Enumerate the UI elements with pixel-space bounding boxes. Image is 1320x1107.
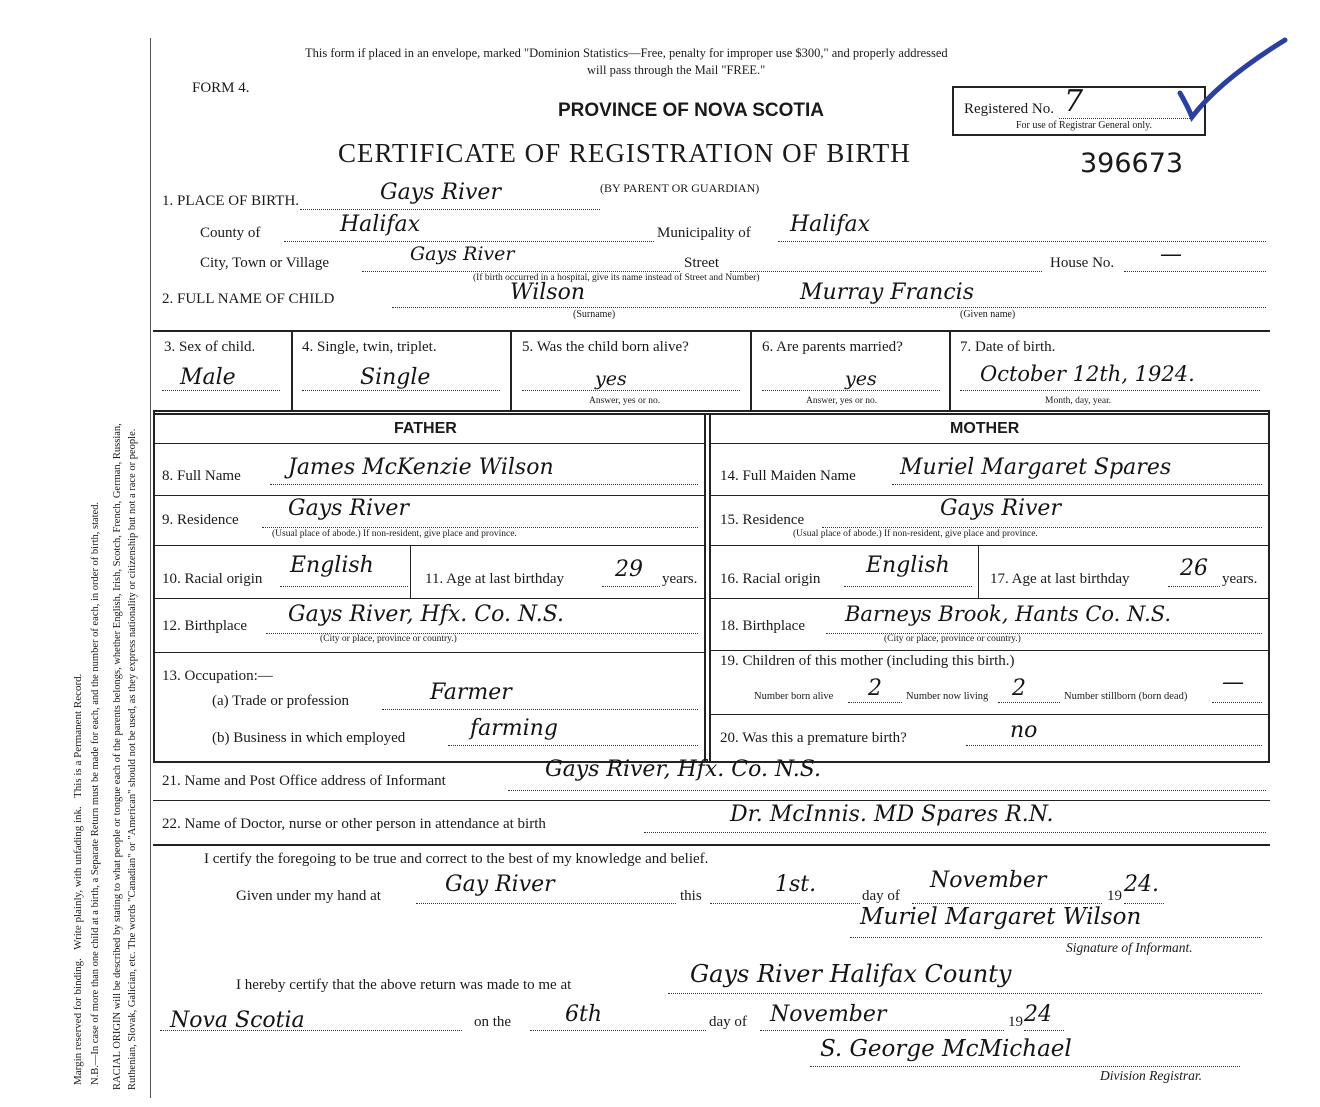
born-alive-count-label: Number born alive — [754, 691, 834, 702]
hospital-note: (If birth occurred in a hospital, give its name instead of Street and Number) — [473, 273, 760, 283]
premature-value: no — [1010, 718, 1038, 743]
given-name-note: (Given name) — [960, 309, 1016, 320]
registrar-year-prefix: 19 — [1008, 1014, 1023, 1030]
county-value: Halifax — [340, 212, 421, 237]
sex-label: 3. Sex of child. — [164, 339, 256, 355]
father-birthplace-value: Gays River, Hfx. Co. N.S. — [288, 602, 565, 627]
municipality-label: Municipality of — [657, 225, 751, 241]
father-years-label: years. — [662, 571, 698, 587]
mother-race-label: 16. Racial origin — [720, 571, 821, 587]
registrar-statement: I hereby certify that the above return was made to me at — [236, 977, 572, 993]
given-under-label: Given under my hand at — [236, 888, 381, 904]
registrar-place: Gays River Halifax County — [690, 960, 1012, 988]
mail-notice: This form if placed in an envelope, marked "Dominion Statistics—Free, penalty for improper use $300," and properly addressed — [305, 46, 948, 60]
father-age-label: 11. Age at last birthday — [425, 571, 564, 587]
premature-label: 20. Was this a premature birth? — [720, 730, 907, 746]
registered-label: Registered No. — [964, 101, 1054, 117]
mother-heading: MOTHER — [950, 420, 1020, 437]
born-alive-label: 5. Was the child born alive? — [522, 339, 689, 355]
registrar-year: 24 — [1024, 1002, 1052, 1027]
mother-race-value: English — [866, 553, 950, 578]
father-heading: FATHER — [394, 420, 457, 437]
business-value: farming — [470, 716, 558, 741]
informant-label: 21. Name and Post Office address of Informant — [162, 773, 446, 789]
doctor-value: Dr. McInnis. MD Spares R.N. — [730, 802, 1054, 827]
sex-value: Male — [180, 365, 236, 390]
certify-year: 24. — [1124, 872, 1159, 897]
house-no-label: House No. — [1050, 255, 1115, 271]
city-label: City, Town or Village — [200, 255, 330, 271]
child-given-name: Murray Francis — [800, 280, 974, 305]
trade-label: (a) Trade or profession — [212, 693, 350, 709]
house-no-value: — — [1160, 242, 1182, 267]
dob-label: 7. Date of birth. — [960, 339, 1056, 355]
margin-binding-note: Margin reserved for binding. Write plainly, with unfading ink. This is a Permanent Record. — [72, 673, 84, 1085]
parents-married-label: 6. Are parents married? — [762, 339, 903, 355]
mother-birthplace-note: (City or place, province or country.) — [884, 634, 1021, 644]
given-place: Gay River — [445, 872, 555, 897]
county-label: County of — [200, 225, 261, 241]
stillborn-count: — — [1222, 670, 1244, 695]
father-race-value: English — [290, 553, 374, 578]
father-birthplace-note: (City or place, province or country.) — [320, 634, 457, 644]
margin-rule — [150, 38, 151, 1098]
father-age-value: 29 — [615, 557, 643, 582]
father-residence-label: 9. Residence — [162, 512, 239, 528]
subtitle: (BY PARENT OR GUARDIAN) — [600, 181, 760, 195]
father-birthplace-label: 12. Birthplace — [162, 618, 247, 634]
mother-residence-value: Gays River — [940, 496, 1061, 521]
this-label: this — [680, 888, 702, 904]
margin-nb-note: N.B.—In case of more than one child at a birth, a Separate Return must be made for each, and the number of each, in order of birth, stated. — [90, 501, 101, 1085]
mother-years-label: years. — [1222, 571, 1258, 587]
registrar-signature: S. George McMichael — [820, 1036, 1072, 1062]
registrar-day: 6th — [565, 1002, 603, 1027]
business-label: (b) Business in which employed — [212, 730, 406, 746]
registrar-only-note: For use of Registrar General only. — [1016, 120, 1152, 131]
dob-note: Month, day, year. — [1045, 396, 1112, 406]
born-alive-count: 2 — [868, 676, 882, 701]
on-the-label: on the — [474, 1014, 512, 1030]
single-twin-value: Single — [360, 365, 431, 390]
father-name-label: 8. Full Name — [162, 468, 241, 484]
mother-name-value: Muriel Margaret Spares — [900, 455, 1172, 480]
division-registrar-label: Division Registrar. — [1100, 1068, 1203, 1083]
stamp-number: 396673 — [1080, 148, 1184, 179]
informant-signature-label: Signature of Informant. — [1066, 940, 1193, 955]
mother-age-value: 26 — [1180, 556, 1208, 581]
informant-value: Gays River, Hfx. Co. N.S. — [545, 757, 822, 782]
municipality-value: Halifax — [790, 212, 871, 237]
mail-notice-free: will pass through the Mail "FREE." — [587, 63, 766, 77]
certify-statement: I certify the foregoing to be true and correct to the best of my knowledge and belief. — [204, 851, 709, 867]
province-heading: PROVINCE OF NOVA SCOTIA — [558, 100, 825, 121]
stillborn-label: Number stillborn (born dead) — [1064, 691, 1188, 702]
occupation-label: 13. Occupation:— — [162, 668, 273, 684]
mother-age-label: 17. Age at last birthday — [990, 571, 1130, 587]
father-residence-note: (Usual place of abode.) If non-resident, give place and province. — [272, 529, 517, 539]
born-alive-note: Answer, yes or no. — [589, 396, 661, 406]
doctor-label: 22. Name of Doctor, nurse or other person in attendance at birth — [162, 816, 546, 832]
now-living-label: Number now living — [906, 691, 989, 702]
now-living-count: 2 — [1012, 676, 1026, 701]
margin-racial-note-2: Ruthenian, Slovak, Galician, etc. The words "Canadian" or "American" should not be used, as they express nationality or citizenship but not a race or people. — [127, 428, 138, 1090]
born-alive-value: yes — [595, 368, 627, 390]
check-mark-icon — [1170, 35, 1290, 125]
mother-residence-note: (Usual place of abode.) If non-resident, give place and province. — [793, 529, 1038, 539]
city-value: Gays River — [410, 243, 515, 265]
year-prefix: 19 — [1107, 888, 1122, 904]
father-name-value: James McKenzie Wilson — [288, 455, 554, 480]
day-of-label: day of — [862, 888, 900, 904]
mother-birthplace-label: 18. Birthplace — [720, 618, 805, 634]
place-of-birth-value: Gays River — [380, 180, 501, 205]
certify-day: 1st. — [775, 872, 817, 897]
parents-married-value: yes — [845, 368, 877, 390]
form-number: FORM 4. — [192, 80, 250, 96]
mother-name-label: 14. Full Maiden Name — [720, 468, 856, 484]
father-residence-value: Gays River — [288, 496, 409, 521]
children-label: 19. Children of this mother (including this birth.) — [720, 653, 1015, 669]
mother-birthplace-value: Barneys Brook, Hants Co. N.S. — [845, 602, 1172, 626]
parents-married-note: Answer, yes or no. — [806, 396, 878, 406]
place-of-birth-label: 1. PLACE OF BIRTH. — [162, 193, 300, 209]
informant-signature: Muriel Margaret Wilson — [860, 904, 1142, 930]
registered-number: 7 — [1064, 84, 1084, 119]
dob-value: October 12th, 1924. — [980, 362, 1195, 386]
father-race-label: 10. Racial origin — [162, 571, 263, 587]
page-title: CERTIFICATE OF REGISTRATION OF BIRTH — [338, 138, 911, 168]
street-label: Street — [684, 255, 719, 271]
single-twin-label: 4. Single, twin, triplet. — [302, 339, 437, 355]
registered-box — [952, 86, 1206, 136]
surname-note: (Surname) — [573, 309, 616, 320]
margin-racial-note-1: RACIAL ORIGIN will be described by stating to what people or tongue each of the parents belongs, whether English, Irish, Scotch, French, German, Russian, — [112, 423, 123, 1090]
registrar-place-province: Nova Scotia — [170, 1008, 305, 1033]
child-surname: Wilson — [510, 280, 586, 305]
certify-month: November — [930, 868, 1047, 893]
mother-residence-label: 15. Residence — [720, 512, 805, 528]
child-name-label: 2. FULL NAME OF CHILD — [162, 291, 335, 307]
registrar-month: November — [770, 1002, 887, 1027]
registrar-day-of-label: day of — [709, 1014, 747, 1030]
trade-value: Farmer — [430, 680, 512, 705]
